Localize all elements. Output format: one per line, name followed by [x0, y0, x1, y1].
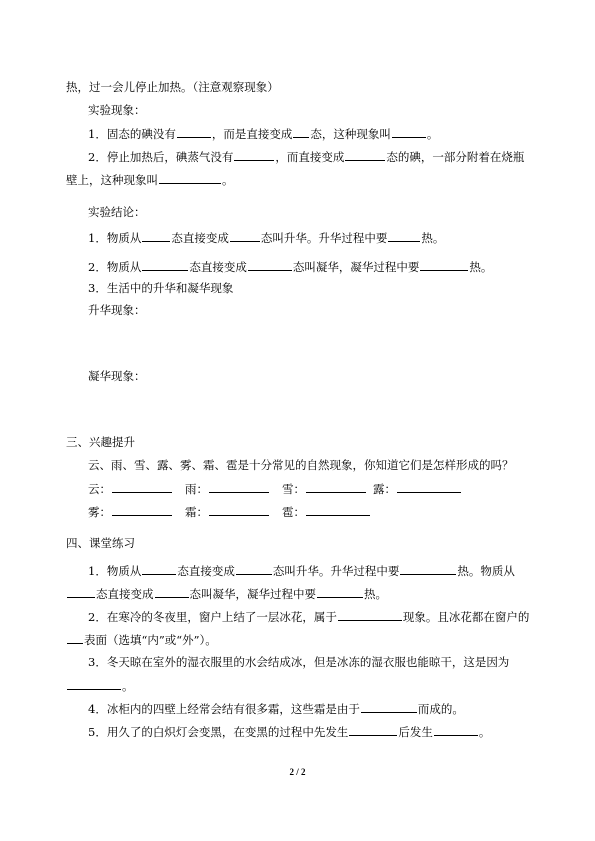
- question-1: [88, 563, 515, 578]
- item-conclusion-2: [88, 259, 492, 274]
- text: 2．在寒冷的冬夜里，窗户上结了一层冰花，属于: [88, 610, 337, 624]
- blank-field[interactable]: [248, 259, 292, 271]
- text: 热。: [421, 231, 445, 245]
- paragraph-weather-question: [88, 458, 514, 472]
- text: 凝华现象：: [88, 369, 146, 383]
- text: 升华现象：: [88, 303, 146, 317]
- text: 1．物质从: [88, 231, 142, 245]
- text: 云：: [88, 482, 111, 496]
- blank-field[interactable]: [67, 678, 121, 690]
- blank-field[interactable]: [349, 724, 397, 736]
- text: 壁上，这种现象叫: [66, 173, 158, 187]
- text: 态叫升华。升华过程中要: [272, 564, 400, 578]
- text: 态叫凝华，凝华过程中要: [189, 587, 316, 601]
- text: 1．物质从: [88, 564, 142, 578]
- blank-field[interactable]: [142, 230, 170, 242]
- text: 雪：: [282, 482, 305, 496]
- question-4: [88, 701, 464, 716]
- text: 。: [426, 127, 439, 141]
- blank-field[interactable]: [67, 632, 83, 644]
- blank-field[interactable]: [400, 563, 456, 575]
- text: 态直接变成: [177, 564, 235, 578]
- blank-field[interactable]: [317, 586, 363, 598]
- text: 1．固态的碘没有: [88, 127, 176, 141]
- question-2: [88, 609, 529, 624]
- blank-field[interactable]: [112, 504, 172, 516]
- text: 实验结论：: [88, 205, 146, 219]
- text: 态叫凝华，凝华过程中要: [292, 260, 420, 274]
- text: 3．冬天晾在室外的湿衣服里的水会结成冰，但是冰冻的湿衣服也能晾干，这是因为: [88, 655, 510, 669]
- blank-field[interactable]: [142, 563, 176, 575]
- row-weather-answers-1: [88, 481, 462, 496]
- text: 态直接变成: [189, 260, 247, 274]
- blank-field[interactable]: [209, 504, 269, 516]
- text: 霜：: [185, 505, 208, 519]
- page-number: 2 / 2: [289, 767, 306, 777]
- blank-field[interactable]: [112, 481, 172, 493]
- text: 四、课堂练习: [66, 536, 135, 550]
- row-weather-answers-2: [88, 504, 371, 519]
- text: 雹：: [282, 505, 305, 519]
- question-3: [88, 655, 509, 669]
- blank-field[interactable]: [67, 586, 95, 598]
- paragraph-heating: [66, 80, 279, 94]
- text: 雾：: [88, 505, 111, 519]
- heading-experiment-phenomena: [88, 103, 146, 117]
- text: 2．物质从: [88, 260, 142, 274]
- blank-field[interactable]: [392, 126, 426, 138]
- item-conclusion-3: [88, 281, 233, 295]
- label-sublimation-examples: [88, 303, 146, 317]
- blank-field[interactable]: [397, 481, 461, 493]
- blank-field[interactable]: [434, 724, 478, 736]
- text: 态的碘，一部分附着在烧瓶: [386, 150, 525, 164]
- text: 热。: [364, 587, 387, 601]
- text: 实验现象：: [88, 103, 146, 117]
- blank-field[interactable]: [142, 259, 188, 271]
- blank-field[interactable]: [230, 230, 260, 242]
- text: 而成的。: [417, 702, 464, 716]
- section-heading-4: [66, 536, 135, 550]
- blank-field[interactable]: [420, 259, 468, 271]
- blank-field[interactable]: [209, 481, 269, 493]
- item-phenomenon-1: [88, 126, 438, 141]
- text: 表面（选填“内”或“外”）。: [84, 633, 217, 647]
- text: ，而直接变成: [275, 150, 345, 164]
- question-5: [88, 724, 490, 739]
- text: 。: [478, 725, 491, 739]
- text: 热。: [469, 260, 493, 274]
- text: 态直接变成: [96, 587, 154, 601]
- text: 态，这种现象叫: [310, 127, 391, 141]
- blank-field[interactable]: [177, 126, 211, 138]
- text: 。: [222, 173, 234, 187]
- text: 热。物质从: [457, 564, 515, 578]
- blank-field[interactable]: [159, 172, 221, 184]
- question-1-cont: [66, 586, 387, 601]
- text: 5．用久了的白炽灯会变黑，在变黑的过程中先发生: [88, 725, 349, 739]
- question-3-cont: [66, 678, 134, 693]
- blank-field[interactable]: [236, 563, 272, 575]
- blank-field[interactable]: [155, 586, 189, 598]
- text: ，而是直接变成: [211, 127, 293, 141]
- blank-field[interactable]: [338, 609, 402, 621]
- text: 现象。且冰花都在窗户的: [402, 610, 530, 624]
- blank-field[interactable]: [293, 126, 309, 138]
- text: 热，过一会儿停止加热。（注意观察现象）: [66, 80, 279, 94]
- blank-field[interactable]: [306, 481, 366, 493]
- text: 态直接变成: [171, 231, 229, 245]
- text: 。: [122, 679, 134, 693]
- text: 三、兴趣提升: [66, 435, 135, 449]
- blank-field[interactable]: [234, 149, 274, 161]
- section-heading-3: [66, 435, 135, 449]
- text: 露：: [373, 482, 396, 496]
- text: 3．生活中的升华和凝华现象: [88, 281, 234, 295]
- text: 后发生: [398, 725, 433, 739]
- label-deposition-examples: [88, 369, 146, 383]
- item-conclusion-1: [88, 230, 444, 245]
- text: 云、雨、雪、露、雾、霜、雹是十分常见的自然现象，你知道它们是怎样形成的吗？: [88, 458, 514, 472]
- item-phenomenon-2: [88, 149, 524, 164]
- text: 2．停止加热后，碘蒸气没有: [88, 150, 234, 164]
- text: 态叫升华。升华过程中要: [260, 231, 388, 245]
- heading-experiment-conclusion: [88, 205, 146, 219]
- blank-field[interactable]: [388, 230, 420, 242]
- text: 4．冰柜内的四壁上经常会结有很多霜，这些霜是由于: [88, 702, 360, 716]
- blank-field[interactable]: [361, 701, 417, 713]
- blank-field[interactable]: [306, 504, 370, 516]
- text: 雨：: [185, 482, 208, 496]
- blank-field[interactable]: [345, 149, 385, 161]
- item-phenomenon-2-cont: [66, 172, 234, 187]
- question-2-cont: [66, 632, 217, 647]
